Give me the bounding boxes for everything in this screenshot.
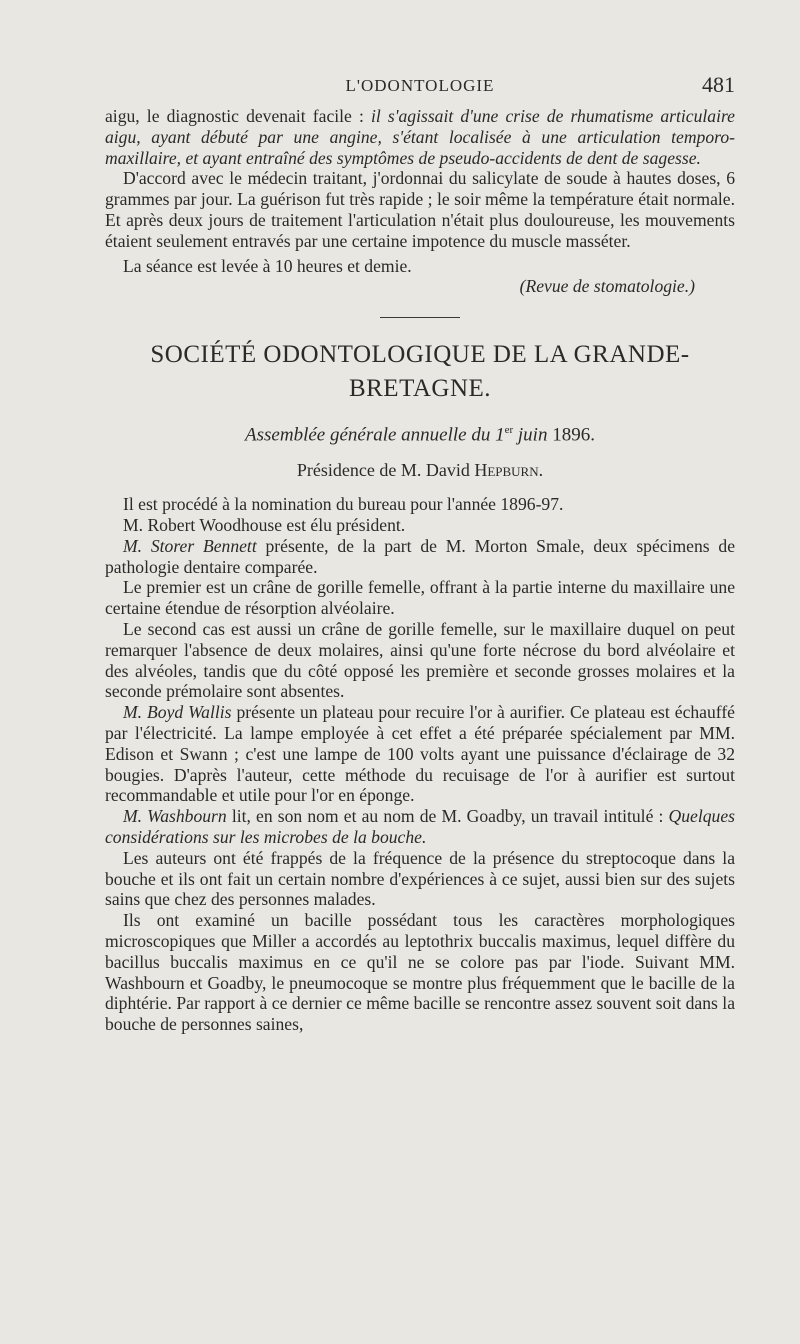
paragraph-first-specimen: Le premier est un crâne de gorille femelle, offrant à la partie interne du maxillaire une certaine étendue de résorption alvéolaire. [105, 577, 735, 619]
paragraph-election: M. Robert Woodhouse est élu président. [123, 515, 406, 536]
page-header [105, 72, 735, 102]
paragraph-nomination: Il est procédé à la nomination du bureau pour l'année 1896-97. [123, 494, 564, 515]
paragraph-bennett [105, 536, 735, 578]
bennett-text: présente, de la part de M. Morton Smale, deux spécimens de pathologie dentaire comparée. [105, 535, 736, 577]
speaker-wallis: M. Boyd Wallis [123, 702, 232, 723]
section-title: SOCIÉTÉ ODONTOLOGIQUE DE LA GRANDE-BRETAGNE. [150, 341, 690, 403]
wallis-text: présente un plateau pour recuire l'or à aurifier. Ce plateau est échauffé par l'électricité. La lampe employée à cet effet a été préparée spécialement par MM. Edison et Swann ; c'est une lampe de 100 volts ayant une puissance d'éclairage de 32 bougies. D'après l'auteur, cette méthode du recuisage de l'or à aurifier est surtout recommandable et utile pour l'or en éponge. [105, 702, 735, 806]
speaker-bennett: M. Storer Bennett [123, 535, 257, 556]
paragraph-wallis [105, 702, 735, 806]
speaker-washbourn: M. Washbourn [123, 806, 227, 827]
paragraph-second-specimen: Le second cas est aussi un crâne de gorille femelle, sur le maxillaire duquel on peut remarquer l'absence de deux molaires, ainsi qu'une forte nécrose du bord alvéolaire et des alvéoles, tandis que du côté opposé les première et seconde grosses molaires et la seconde prémolaire sont absentes. [105, 619, 735, 702]
president-name: Hepburn. [474, 459, 544, 480]
presidence-pre: Présidence de M. David [296, 459, 475, 480]
page-number: 481 [702, 72, 735, 97]
presidence-line [105, 460, 735, 481]
assembly-pre: Assemblée générale annuelle du 1 [245, 424, 505, 446]
assembly-subtitle [105, 418, 735, 447]
running-title: L'ODONTOLOGIE [345, 76, 495, 95]
paragraph-streptococcus: Les auteurs ont été frappés de la fréquence de la présence du streptocoque dans la bouche et ils ont fait un certain nombre d'expériences à ce sujet, aussi bien sur des sujets sains que chez des personnes malades. [105, 847, 735, 910]
paragraph-treatment: D'accord avec le médecin traitant, j'ordonnai du salicylate de soude à hautes doses, 6 grammes par jour. La guérison fut très rapide ; le soir même la température était normale. Et après deux jours de traitement l'articulation n'était plus douloureuse, les mouvements étaient seulement entravés par une certaine impotence du muscle masséter. [105, 168, 735, 251]
assembly-mid: juin [513, 424, 553, 446]
paragraph-washbourn [105, 806, 735, 848]
source-citation: (Revue de stomatologie.) [519, 276, 695, 297]
washbourn-text: lit, en son nom et au nom de M. Goadby, un travail intitulé : [226, 806, 669, 827]
paragraph-closing: La séance est levée à 10 heures et demie. [123, 255, 412, 276]
paragraph-diagnosis [105, 106, 735, 168]
section-divider [380, 317, 460, 318]
assembly-sup: er [504, 424, 514, 437]
diagnosis-intro: aigu, le diagnostic devenait facile : [105, 106, 371, 126]
paragraph-bacillus: Ils ont examiné un bacille possédant tous les caractères morphologiques microscopiques que Miller a accordés au leptothrix buccalis maximus, lequel diffère du bacillus buccalis maximus en ce qu'il ne se colore pas par l'iode. Suivant MM. Washbourn et Goadby, le pneumocoque se montre plus fréquemment que le bacille de la diphtérie. Par rapport à ce dernier ce même bacille se rencontre assez souvent soit dans la bouche de personnes saines, [105, 910, 735, 1035]
diagnosis-italic: il s'agissait d'une crise de rhumatisme articulaire aigu, ayant débuté par une angine, s'étant localisée à une articulation temporo-maxillaire, et ayant entraîné des symptômes de pseudo-accidents de dent de sagesse. [105, 106, 735, 168]
paper-title: Quelques considérations sur les microbes de la bouche. [105, 806, 735, 848]
assembly-year: 1896. [552, 424, 595, 446]
page-body [105, 106, 735, 1035]
